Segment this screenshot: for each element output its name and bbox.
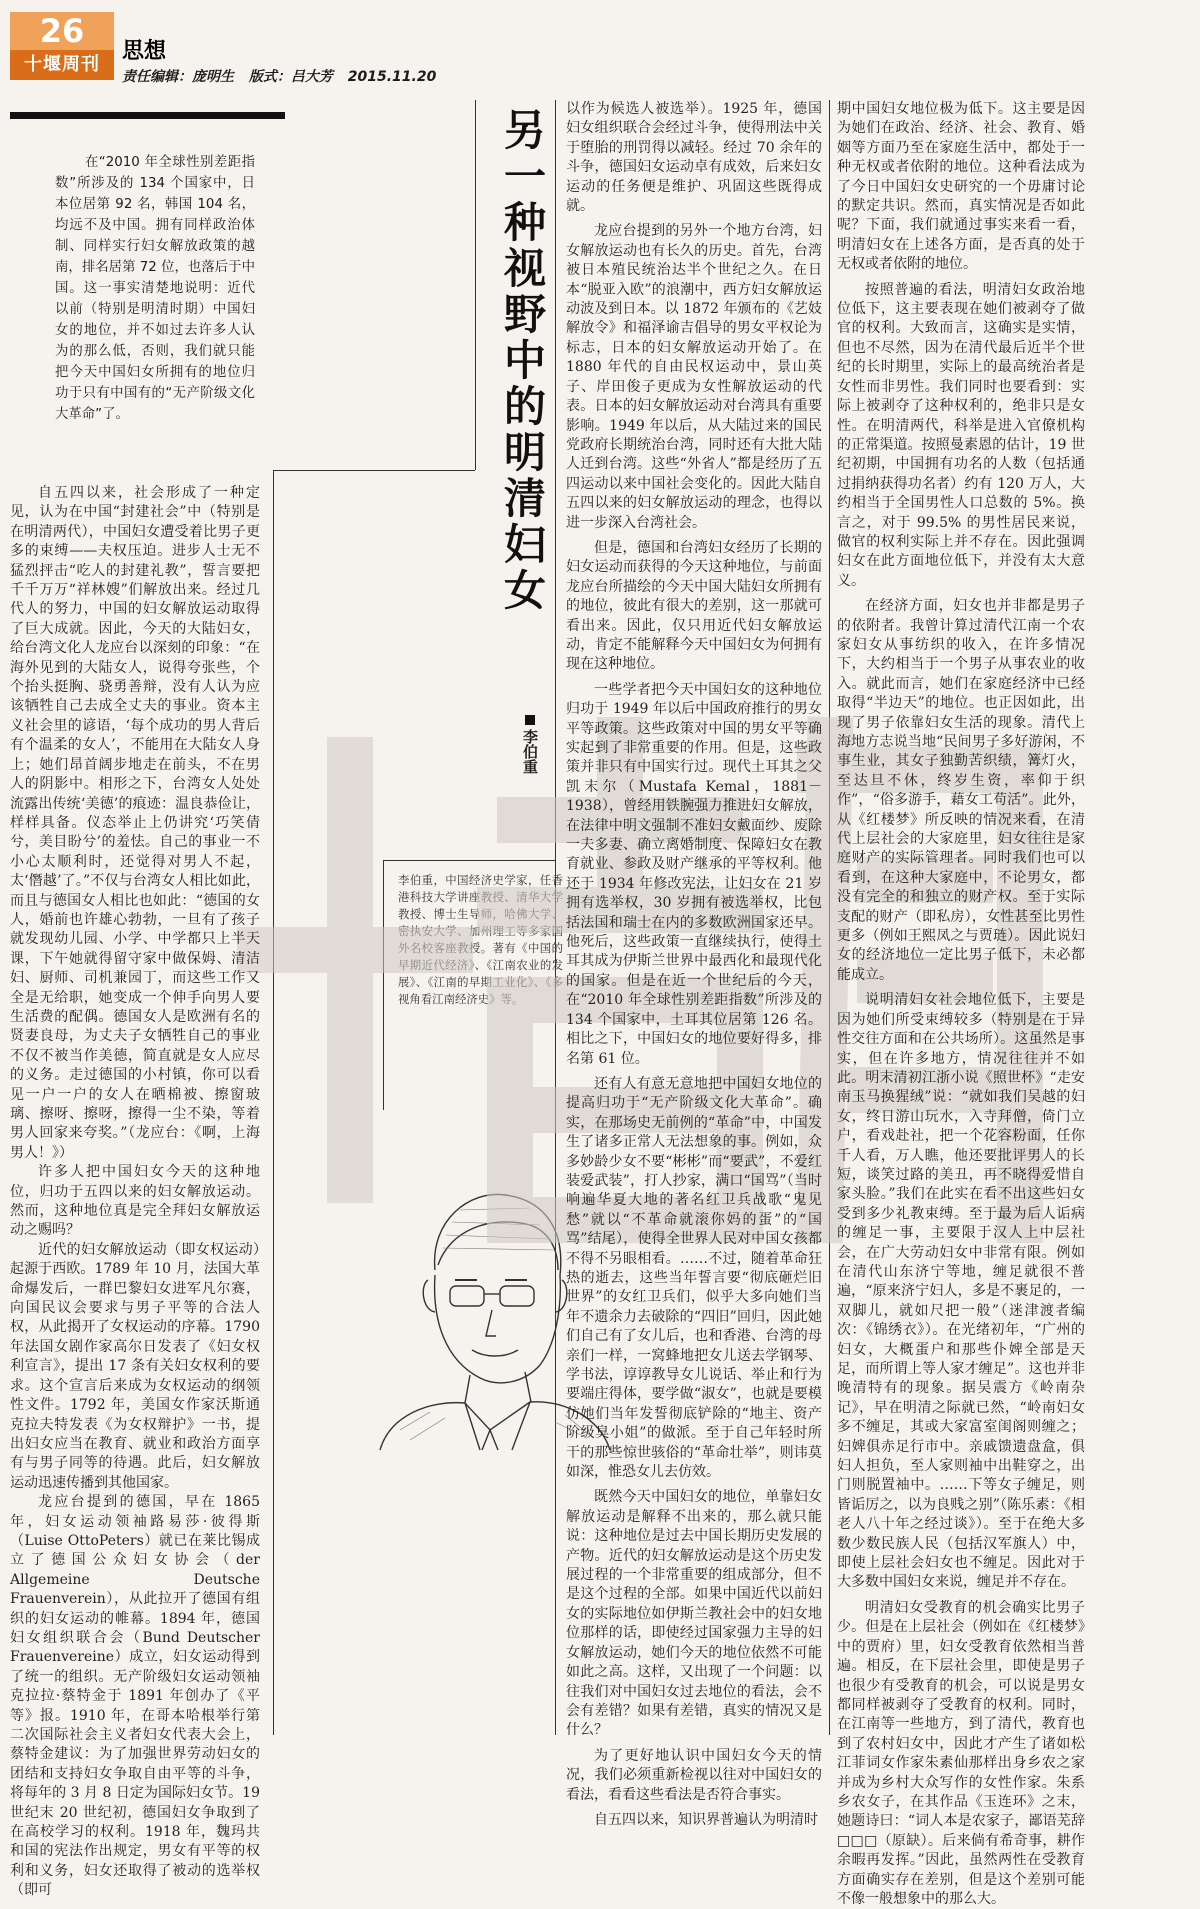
paragraph: 许多人把中国妇女今天的这种地位，归功于五四以来的妇女解放运动。然而，这种地位真是完全拜妇女解放运动之赐吗？ [10,1164,260,1239]
article-title: 另一种视野中的明清妇女 [498,108,547,614]
paragraph: 自五四以来，知识界普遍认为明清时 [594,1811,818,1828]
article-column-3 [566,100,822,1828]
paragraph: 自五四以来，社会形成了一种定见，认为在中国“封建社会”中（特别是在明清两代），中国妇女遭受着比男子更多的束缚——夫权压迫。进步人士无不猛烈抨击“吃人的封建礼教”，誓言要把千千万万“祥林嫂”们解放出来。经过几代人的努力，中国的妇女解放运动取得了巨大成就。因此，今天的大陆妇女，给台湾文化人龙应台以深刻的印象：“在海外见到的大陆女人，说得夸张些，个个抬头挺胸、骁勇善辩，没有人认为应该牺牲自己去成全丈夫的事业。资本主义社会里的谚语，‘每个成功的男人背后有个温柔的女人’，不能用在大陆女人身上；她们昂首阔步地走在前头，不在男人的阴影中。相形之下，台湾女人处处流露出传统‘美德’的痕迹：温良恭俭让，样样具备。仪态举止上仍讲究‘巧笑倩兮，美目盼兮’的羞怯。自己的事业一不小心太顺利时，还觉得对男人不起，太‘僭越’了。”不仅与台湾女人相比如此，而且与德国女人相比也如此：“德国的女人，婚前也许雄心勃勃，一旦有了孩子就发现幼儿园、小学、中学都只上半天课，下午她就得留守家中做保姆、清洁妇、厨师、司机兼园丁，而这些工作又全是无给职，她变成一个伸手向男人要生活费的配偶。德国女人是欧洲有名的贤妻良母，为丈夫子女牺牲自己的事业不仅不被当作美德，简直就是女人应尽的义务。走过德国的小村镇，你可以看见一户一户的女人在晒棉被、擦窗玻璃、擦呀、擦呀，擦得一尘不染，等着男人回家来夸奖。”（龙应台：《啊，上海男人！》） [10,485,260,1161]
issue-date: 2015.11.20 [347,69,437,85]
article-intro [55,152,255,425]
layout-credit: 版式：吕大芳 [248,69,333,85]
editor-credit: 责任编辑：庞明生 [122,69,234,85]
divider-line [555,100,556,930]
paragraph: 龙应台提到的另外一个地方台湾，妇女解放运动也有长久的历史。首先，台湾被日本殖民统治达半个世纪之久。在日本“脱亚入欧”的浪潮中，西方妇女解放运动波及到日本。以 1872 年颁布的《艺妓解放令》和福泽谕吉倡导的男女平权论为标志，日本的妇女解放运动开始了。在 1880 年代的自由民权运动中，景山英子、岸田俊子更成为女性解放运动的代表。日本的妇女解放运动对台湾具有重要影响。1949 年以后，从大陆过来的国民党政府长期统治台湾，同时还有大批大陆人迁到台湾。这些“外省人”都是经历了五四运动以来中国社会变化的。因此大陆自五四以来的妇女解放运动的理念，也得以进一步深入台湾社会。 [566,223,822,531]
paragraph: 在经济方面，妇女也并非都是男子的依附者。我曾计算过清代江南一个农家妇女从事纺织的收入，在许多情况下，大约相当于一个男子从事农业的收入。就此而言，她们在家庭经济中已经取得“半边天”的地位。也正因如此，出现了男子依靠妇女生活的现象。清代上海地方志说当地“民间男子多好游闲，不事生业，其女子独勤苦织绩，篝灯火，至达旦不休，终岁生资，率仰于织作”，“俗多游手，藉女工苟活”。此外，从《红楼梦》所反映的情况来看，在清代上层社会的大家庭里，妇女往往是家庭财产的实际管理者。同时我们也可以看到，在这种大家庭中，不论男女，都没有完全的和独立的财产权。至于实际支配的财产（即私房），女性甚至比男性更多（例如王熙凤之与贾琏）。因此说妇女的经济地位一定比男子低下，未必都能成立。 [837,598,1085,983]
page-number: 26 [10,12,114,50]
newspaper-brand: 十堰周刊 [10,50,114,80]
paragraph: 为了更好地认识中国妇女今天的情况，我们必须重新检视以往对中国妇女的看法，看看这些看法是否符合事实。 [566,1747,822,1803]
top-rule [10,112,285,119]
credits-line [122,66,446,86]
paragraph: 但是，德国和台湾妇女经历了长期的妇女运动而获得的今天这种地位，与前面龙应台所描绘的今天中国大陆妇女所拥有的地位，彼此有很大的差别，这一那就可看出来。因此，仅只用近代妇女解放运动，肯定不能解释今天中国妇女为何拥有现在这种地位。 [566,539,822,673]
section-title: 思想 [122,39,167,64]
article-column-4 [837,100,1085,1907]
paragraph: 一些学者把今天中国妇女的这种地位归功于 1949 年以后中国政府推行的男女平等政策。这些政策对中国的男女平等确实起到了非常重要的作用。但是，这些政策并非只有中国实行过。现代土耳其之父凯末尔（Mustafa Kemal，1881－1938），曾经用铁腕强力推进妇女解放，在法律中明文强制不准妇女戴面纱、废除一夫多妻、确立离婚制度、保障妇女在教育就业、参政及财产继承的平等权利。他还于 1934 年修改宪法，让妇女在 21 岁拥有选举权，30 岁拥有被选举权，比包括法国和瑞士在内的多数欧洲国家还早。他死后，这些政策一直继续执行，使得土耳其成为伊斯兰世界中最西化和最现代化的国家。但是在近一个世纪后的今天，在“2010 年全球性别差距指数”所涉及的 134 个国家中，土耳其位居第 126 名。相比之下，中国妇女的地位要好得多，排名第 61 位。 [566,681,822,1067]
divider-line [383,860,384,1110]
author-bio: 李伯重，中国经济史学家，任香港科技大学讲座教授、清华大学教授、博士生导师，哈佛大学、密执安大学、加州理工等多家国外名校客座教授。著有《中国的早期近代经济》、《江南农业的发展》、《江南的早期工业化》、《多视角看江南经济史》等。 [398,873,563,1006]
divider-line [829,100,830,1735]
paragraph: 龙应台提到的德国，早在 1865 年，妇女运动领袖路易莎·彼得斯（Luise OttoPeters）就已在莱比锡成立了德国公众妇女协会（der Allgemeine Deutsche Frauenverein），从此拉开了德国有组织的妇女运动的帷幕。1894 年，德国妇女组织联合会（Bund Deutscher Frauenvereine）成立，妇女运动得到了统一的组织。无产阶级妇女运动领袖克拉拉·蔡特金于 1891 年创办了《平等》报。1910 年，在哥本哈根举行第二次国际社会主义者妇女代表大会上，蔡特金建议：为了加强世界劳动妇女的团结和支持妇女争取自由平等的斗争，将每年的 3 月 8 日定为国际妇女节。19 世纪末 20 世纪初，德国妇女争取到了在高校学习的权利。1918 年，魏玛共和国的宪法作出规定，男女有平等的权利和义务，妇女还取得了被动的选举权（即可 [10,1494,260,1899]
paragraph: 既然今天中国妇女的地位，单靠妇女解放运动是解释不出来的，那么就只能说：这种地位是过去中国长期历史发展的产物。近代的妇女解放运动是这个历史发展过程的一个非常重要的组成部分，但不是这个过程的全部。如果中国近代以前妇女的实际地位如伊斯兰教社会中的妇女地位那样的话，即使经过国家强力主导的妇女解放运动，她们今天的地位依然不可能如此之高。这样，又出现了一个问题：以往我们对中国妇女过去地位的看法，会不会有差错？如果有差错，真实的情况又是什么？ [566,1489,822,1739]
divider-line [383,860,555,861]
paragraph: 期中国妇女地位极为低下。这主要是因为她们在政治、经济、社会、教育、婚姻等方面乃至在家庭生活中，都处于一种无权或者依附的地位。这种看法成为了今日中国妇女史研究的一个毋庸讨论的默定共识。然而，真实情况是否如此呢？下面，我们就通过事实来看一看，明清妇女在上述各方面，是否真的处于无权或者依附的地位。 [837,101,1085,273]
paragraph: 还有人有意无意地把中国妇女地位的提高归功于“无产阶级文化大革命”。确实，在那场史无前例的“革命”中，中国发生了诸多正常人无法想象的事。例如，众多妙龄少女不要“彬彬”而“要武”，不爱红装爱武装”，打人抄家，满口“国骂”（当时响遍华夏大地的著名红卫兵战歌“鬼见愁”就以“不革命就滚你妈的蛋”的“国骂”结尾），使得全世界人民对中国女孩都不得不另眼相看。……不过，随着革命狂热的逝去，这些当年誓言要“彻底砸烂旧世界”的女红卫兵们，似乎大多向她们当年不遗余力去破除的“四旧”回归，因此她们自己有了女儿后，也和香港、台湾的母亲们一样，一窝蜂地把女儿送去学钢琴、学书法，谆谆教导女儿说话、举止和行为要端庄得体，要学做“淑女”，也就是要模仿她们当年发誓彻底铲除的“地主、资产阶级臭小姐”的做派。至于自己年轻时所干的那些惊世骇俗的“革命壮举”，则讳莫如深，惟恐女儿去仿效。 [566,1075,822,1481]
divider-line [475,100,476,470]
author-name: 李伯重 [521,729,539,774]
paragraph: 近代的妇女解放运动（即女权运动）起源于西欧。1789 年 10 月，法国大革命爆发后，一群巴黎妇女进军凡尔赛，向国民议会要求与男子平等的合法人权，从此揭开了女权运动的序幕。1790 年法国女剧作家高尔日发表了《妇女权利宣言》，提出 17 条有关妇女权利的要求。这个宣言后来成为女权运动的纲领性文件。1792 年，美国女作家沃斯通克拉夫特发表《为女权辩护》一书，提出妇女应当在教育、就业和政治方面享有与男子同等的待遇。此后，妇女解放运动迅速传播到其他国家。 [10,1241,260,1491]
paragraph: 按照普遍的看法，明清妇女政治地位低下，这主要表现在她们被剥夺了做官的权利。大致而言，这确实是实情，但也不尽然，因为在清代最后近半个世纪的长时期里，实际上的最高统治者是女性而非男性。我们同时也要看到：实际上被剥夺了这种权利的，绝非只是女性。在明清两代，科举是进入官僚机构的正常渠道。按照曼素恩的估计，19 世纪初期，中国拥有功名的人数（包括通过捐纳获得功名者）约有 120 万人，大约相当于全国男性人口总数的 5%。换言之，对于 99.5% 的男性居民来说，做官的权利实际上并不存在。因此强调妇女在此方面地位低下，并没有太大意义。 [837,281,1085,589]
divider-line [273,470,475,471]
article-intro-text: 在“2010 年全球性别差距指数”所涉及的 134 个国家中，日本位居第 92 名，韩国 104 名，均远不及中国。拥有同样政治体制、同样实行妇女解放政策的越南，排名居第 72 位，也落后于中国。这一事实清楚地说明：近代以前（特别是明清时期）中国妇女的地位，并不如过去许多人认为的那么低，否则，我们就只能把今天中国妇女所拥有的地位归功于只有中国有的“无产阶级文化大革命”了。 [55,155,255,422]
author-byline [520,715,541,774]
divider-line [273,470,274,1735]
byline-square-icon [525,715,535,725]
page-badge [10,12,114,80]
article-column-1 [10,484,260,1899]
paragraph: 说明清妇女社会地位低下，主要是因为她们所受束缚较多（特别是在于异性交往方面和在公共场所）。这虽然是事实，但在许多地方，情况往往并不如此。明末清初江浙小说《照世杯》“走安南玉马换猩绒”说：“就如我们吴越的妇女，终日游山玩水，入寺拜僧，倚门立户，看戏赴社，把一个花容粉面，任你千人看，万人瞧，他还要批评男人的长短，谈笑过路的美丑，再不晓得爱惜自家头脸。”我们在此实在看不出这些妇女受到多少礼教束缚。至于最为后人诟病的缠足一事，主要限于汉人上中层社会，在广大劳动妇女中非常有限。例如在清代山东济宁等地，缠足就很不普遍，“原来济宁妇人，多是不裹足的，一双脚儿，就如尺把一般”（迷津渡者编次：《锦绣衣》）。在光绪初年，“广州的妇女，大概蛋户和那些仆婢全部是天足，而所谓上等人家才缠足”。这也并非晚清特有的现象。据吴震方《岭南杂记》，早在明清之际就已然，“岭南妇女多不缠足，其或大家富室闺阁则缠之；妇婢俱赤足行市中。亲戚馈遗盘盒，俱妇人担负，至人家则袖中出鞋穿之，出门则脱置袖中。……下等女子缠足，则皆诟厉之，以为良贱之别”（陈乐素：《相老人八十年之经过谈》）。至于在绝大多数少数民族人民（包括汉军旗人）中，即使上层社会妇女也不缠足。因此对于大多数中国妇女来说，缠足并不存在。 [837,992,1085,1591]
paragraph: 明清妇女受教育的机会确实比男子少。但是在上层社会（例如在《红楼梦》中的贾府）里，妇女受教育依然相当普遍。相反，在下层社会里，即使是男子也很少有受教育的机会，可以说是男女都同样被剥夺了受教育的权利。同时，在江南等一些地方，到了清代，教育也到了农村妇女中，因此才产生了诸如松江菲词女作家朱素仙那样出身乡农之家并成为乡村大众写作的女性作家。朱系乡农女子，在其作品《玉连环》之末，她题诗曰：“词人本是农家子，鄙语芜辞□□□（原缺）。后来倘有希奇事，耕作余暇再发挥。”因此，虽然两性在受教育方面确实存在差别，但是这个差别可能不像一般想象中的那么大。 [837,1599,1085,1907]
paragraph: 以作为候选人被选举）。1925 年，德国妇女组织联合会经过斗争，使得刑法中关于堕胎的刑罚得以减轻。经过 70 余年的斗争，德国妇女运动卓有成效，后来妇女运动的任务便是维护、巩固这些既得成就。 [566,101,822,215]
